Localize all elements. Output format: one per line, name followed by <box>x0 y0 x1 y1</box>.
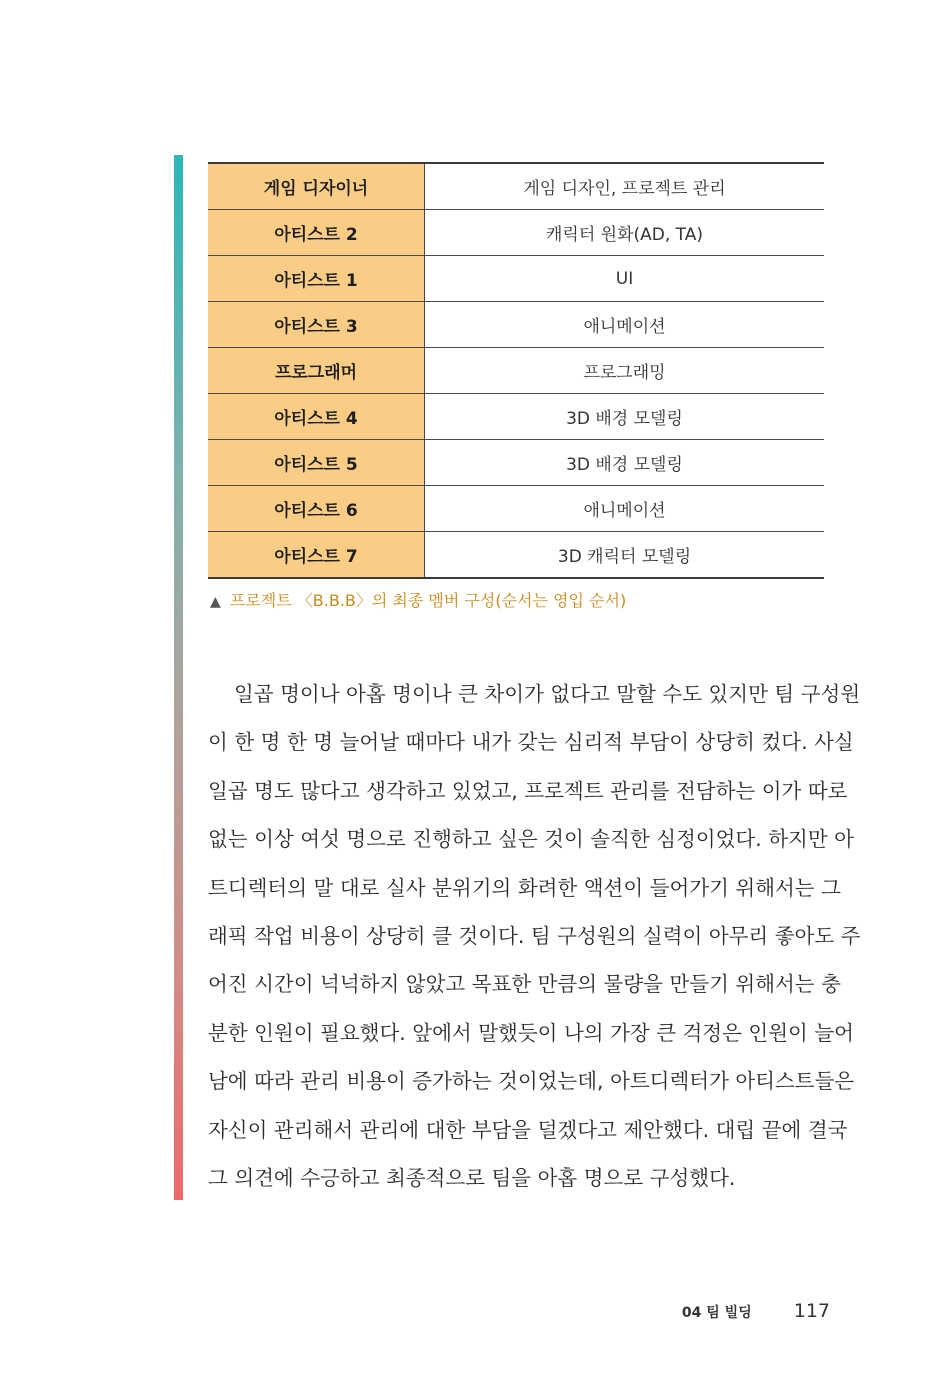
task-cell: UI <box>425 256 825 302</box>
table-row <box>208 348 824 394</box>
text-line: 일곱 명이나 아홉 명이나 큰 차이가 없다고 말할 수도 있지만 팀 구성원 <box>234 682 861 706</box>
page-number: 117 <box>793 1300 830 1322</box>
page-footer <box>682 1300 830 1322</box>
task-cell: 3D 캐릭터 모델링 <box>557 547 692 567</box>
text-line: 래픽 작업 비용이 상당히 클 것이다. 팀 구성원의 실력이 아무리 좋아도 주 <box>208 923 861 948</box>
text-line: 일곱 명도 많다고 생각하고 있었고, 프로젝트 관리를 전담하는 이가 따로 <box>208 778 848 803</box>
side-accent-bar <box>174 155 183 1200</box>
table-row <box>208 256 824 302</box>
member-table <box>208 162 824 579</box>
role-cell: 아티스트 3 <box>208 302 425 348</box>
table-row <box>208 163 824 210</box>
table-row <box>208 210 824 256</box>
text-line: 어진 시간이 넉넉하지 않았고 목표한 만큼의 물량을 만들기 위해서는 충 <box>208 972 841 997</box>
task-cell: 애니메이션 <box>425 486 825 532</box>
body-paragraph <box>208 670 861 1202</box>
triangle-up-icon: ▲ <box>210 594 221 610</box>
text-line: 그 의견에 수긍하고 최종적으로 팀을 아홉 명으로 구성했다. <box>208 1165 736 1190</box>
table-row <box>208 486 824 532</box>
table-row <box>208 302 824 348</box>
table-row <box>208 532 824 579</box>
task-cell: 프로그래밍 <box>425 348 825 394</box>
text-line: 남에 따라 관리 비용이 증가하는 것이었는데, 아트디렉터가 아티스트들은 <box>208 1069 855 1094</box>
task-cell: 게임 디자인, 프로젝트 관리 <box>425 163 825 210</box>
task-cell: 3D 배경 모델링 <box>425 394 825 440</box>
text-line: 자신이 관리해서 관리에 대한 부담을 덜겠다고 제안했다. 대립 끝에 결국 <box>208 1117 848 1142</box>
text-line: 분한 인원이 필요했다. 앞에서 말했듯이 나의 가장 큰 걱정은 인원이 늘어 <box>208 1020 854 1045</box>
role-cell: 게임 디자이너 <box>208 163 425 210</box>
chapter-label: 04 팀 빌딩 <box>681 1305 752 1321</box>
caption-text: 프로젝트 〈B.B.B〉의 최종 멤버 구성(순서는 영입 순서) <box>229 591 627 610</box>
task-cell: 3D 배경 모델링 <box>425 440 825 486</box>
task-cell: 캐릭터 원화(AD, TA) <box>425 210 825 256</box>
role-cell: 아티스트 4 <box>208 394 425 440</box>
task-cell: 애니메이션 <box>425 302 825 348</box>
table-caption <box>210 588 626 611</box>
text-line: 트디렉터의 말 대로 실사 분위기의 화려한 액션이 들어가기 위해서는 그 <box>208 875 841 900</box>
role-cell: 아티스트 6 <box>208 486 425 532</box>
text-line: 이 한 명 한 명 늘어날 때마다 내가 갖는 심리적 부담이 상당히 컸다. 사실 <box>208 730 854 755</box>
role-cell: 아티스트 5 <box>208 440 425 486</box>
table-row <box>208 440 824 486</box>
role-cell: 프로그래머 <box>208 348 425 394</box>
table-row <box>208 394 824 440</box>
role-cell: 아티스트 7 <box>208 532 425 579</box>
role-cell: 아티스트 2 <box>208 210 425 256</box>
role-cell: 아티스트 1 <box>208 256 425 302</box>
text-line: 없는 이상 여섯 명으로 진행하고 싶은 것이 솔직한 심정이었다. 하지만 아 <box>208 827 854 852</box>
